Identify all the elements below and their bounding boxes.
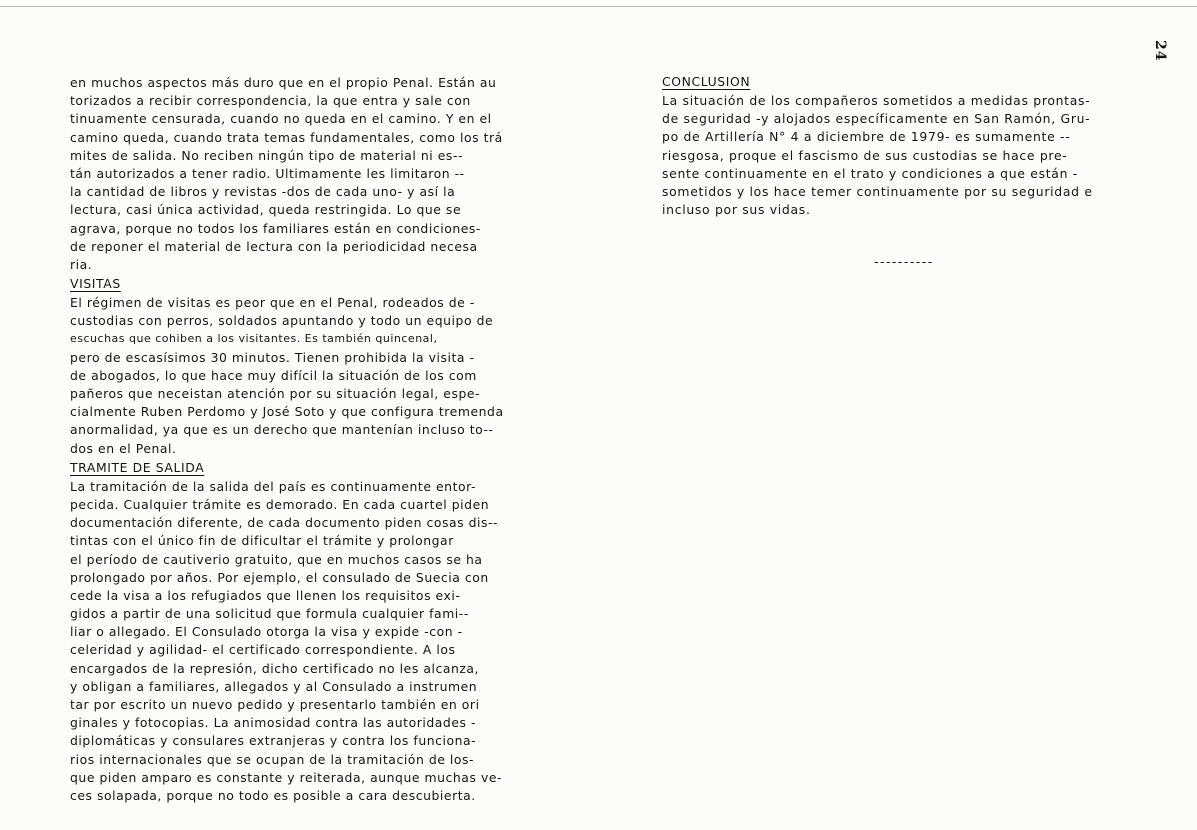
text-line: mites de salida. No reciben ningún tipo de material ni es-- bbox=[70, 147, 463, 163]
text-line: lectura, casi única actividad, queda restringida. Lo que se bbox=[70, 202, 462, 218]
paragraph-visitas bbox=[70, 294, 590, 458]
text-line: agrava, porque no todos los familiares están en condiciones- bbox=[70, 220, 481, 236]
text-line: de seguridad -y alojados específicamente en San Ramón, Gru- bbox=[662, 111, 1091, 127]
text-line: pañeros que neceistan atención por su situación legal, espe- bbox=[70, 386, 481, 401]
text-line: La situación de los compañeros sometidos a medidas prontas- bbox=[662, 93, 1091, 108]
text-line: documentación diferente, de cada documento piden cosas dis-- bbox=[70, 515, 499, 531]
text-line: celeridad y agilidad- el certificado correspondiente. A los bbox=[70, 642, 456, 658]
paragraph-tramite-de-salida bbox=[70, 478, 590, 805]
paragraph-conclusion bbox=[662, 92, 1162, 219]
text-line: sometidos y los hace temer continuamente por su seguridad e bbox=[662, 183, 1093, 199]
text-line: pero de escasísimos 30 minutos. Tienen prohibida la visita - bbox=[70, 349, 475, 365]
section-heading-conclusion: CONCLUSION bbox=[662, 74, 751, 89]
page-number: 24 bbox=[1152, 40, 1168, 62]
text-line: y obligan a familiares, allegados y al Consulado a instrumen bbox=[70, 678, 478, 694]
text-line: de reponer el material de lectura con la periodicidad necesa bbox=[70, 238, 478, 254]
section-heading-visitas: VISITAS bbox=[70, 276, 121, 292]
text-line: incluso por sus vidas. bbox=[662, 202, 811, 218]
text-line: El régimen de visitas es peor que en el Penal, rodeados de - bbox=[70, 295, 475, 311]
section-divider: ---------- bbox=[874, 254, 934, 270]
text-line: gidos a partir de una solicitud que formula cualquier fami-- bbox=[70, 606, 469, 622]
right-column bbox=[662, 74, 1162, 271]
text-line: el período de cautiverio gratuito, que en muchos casos se ha bbox=[70, 551, 483, 567]
paragraph-penal-conditions bbox=[70, 74, 590, 274]
text-line: sente continuamente en el trato y condiciones a que están - bbox=[662, 165, 1078, 181]
text-line: pecida. Cualquier trámite es demorado. En cada cuartel piden bbox=[70, 496, 490, 512]
text-line: la cantidad de libros y revistas -dos de cada uno- y así la bbox=[70, 184, 456, 200]
text-line: liar o allegado. El Consulado otorga la visa y expide -con - bbox=[70, 624, 463, 640]
text-line: tar por escrito un nuevo pedido y presentarlo también en ori bbox=[70, 697, 480, 712]
text-line: ria. bbox=[70, 256, 93, 272]
text-line: diplomáticas y consulares extranjeras y contra los funciona- bbox=[70, 733, 477, 749]
text-line: prolongado por años. Por ejemplo, el consulado de Suecia con bbox=[70, 569, 489, 585]
text-line: cialmente Ruben Perdomo y José Soto y que configura tremenda bbox=[70, 404, 504, 420]
text-line: en muchos aspectos más duro que en el propio Penal. Están au bbox=[70, 75, 497, 90]
text-line: encargados de la represión, dicho certificado no les alcanza, bbox=[70, 660, 480, 676]
text-line: custodias con perros, soldados apuntando y todo un equipo de bbox=[70, 313, 494, 329]
text-line: po de Artillería N° 4 a diciembre de 1979- es sumamente -- bbox=[662, 129, 1071, 145]
text-line: rios internacionales que se ocupan de la tramitación de los- bbox=[70, 751, 475, 767]
text-line: que piden amparo es constante y reiterada, aunque muchas ve- bbox=[70, 769, 503, 785]
text-line: tintas con el único fin de dificultar el trámite y prolongar bbox=[70, 533, 454, 549]
text-line: ces solapada, porque no todo es posible a cara descubierta. bbox=[70, 787, 476, 803]
text-line: ginales y fotocopias. La animosidad contra las autoridades - bbox=[70, 715, 477, 731]
text-line: cede la visa a los refugiados que llenen los requisitos exi- bbox=[70, 587, 461, 603]
text-line: riesgosa, proque el fascismo de sus custodias se hace pre- bbox=[662, 147, 1068, 163]
text-line: tán autorizados a tener radio. Ultimamente les limitaron -- bbox=[70, 165, 465, 181]
text-line: camino queda, cuando trata temas fundamentales, como los trá bbox=[70, 129, 503, 145]
top-edge-rule bbox=[0, 6, 1197, 7]
text-line: escuchas que cohiben a los visitantes. Es también quincenal, bbox=[70, 332, 438, 346]
left-column bbox=[70, 74, 590, 805]
text-line: La tramitación de la salida del país es continuamente entor- bbox=[70, 478, 476, 494]
text-line: dos en el Penal. bbox=[70, 440, 177, 456]
section-heading-tramite-de-salida: TRAMITE DE SALIDA bbox=[70, 459, 205, 475]
text-line: torizados a recibir correspondencia, la que entra y sale con bbox=[70, 93, 471, 109]
text-line: anormalidad, ya que es un derecho que mantenían incluso to-- bbox=[70, 422, 494, 438]
text-line: tinuamente censurada, cuando no queda en el camino. Y en el bbox=[70, 111, 492, 127]
text-line: de abogados, lo que hace muy difícil la situación de los com bbox=[70, 367, 477, 383]
